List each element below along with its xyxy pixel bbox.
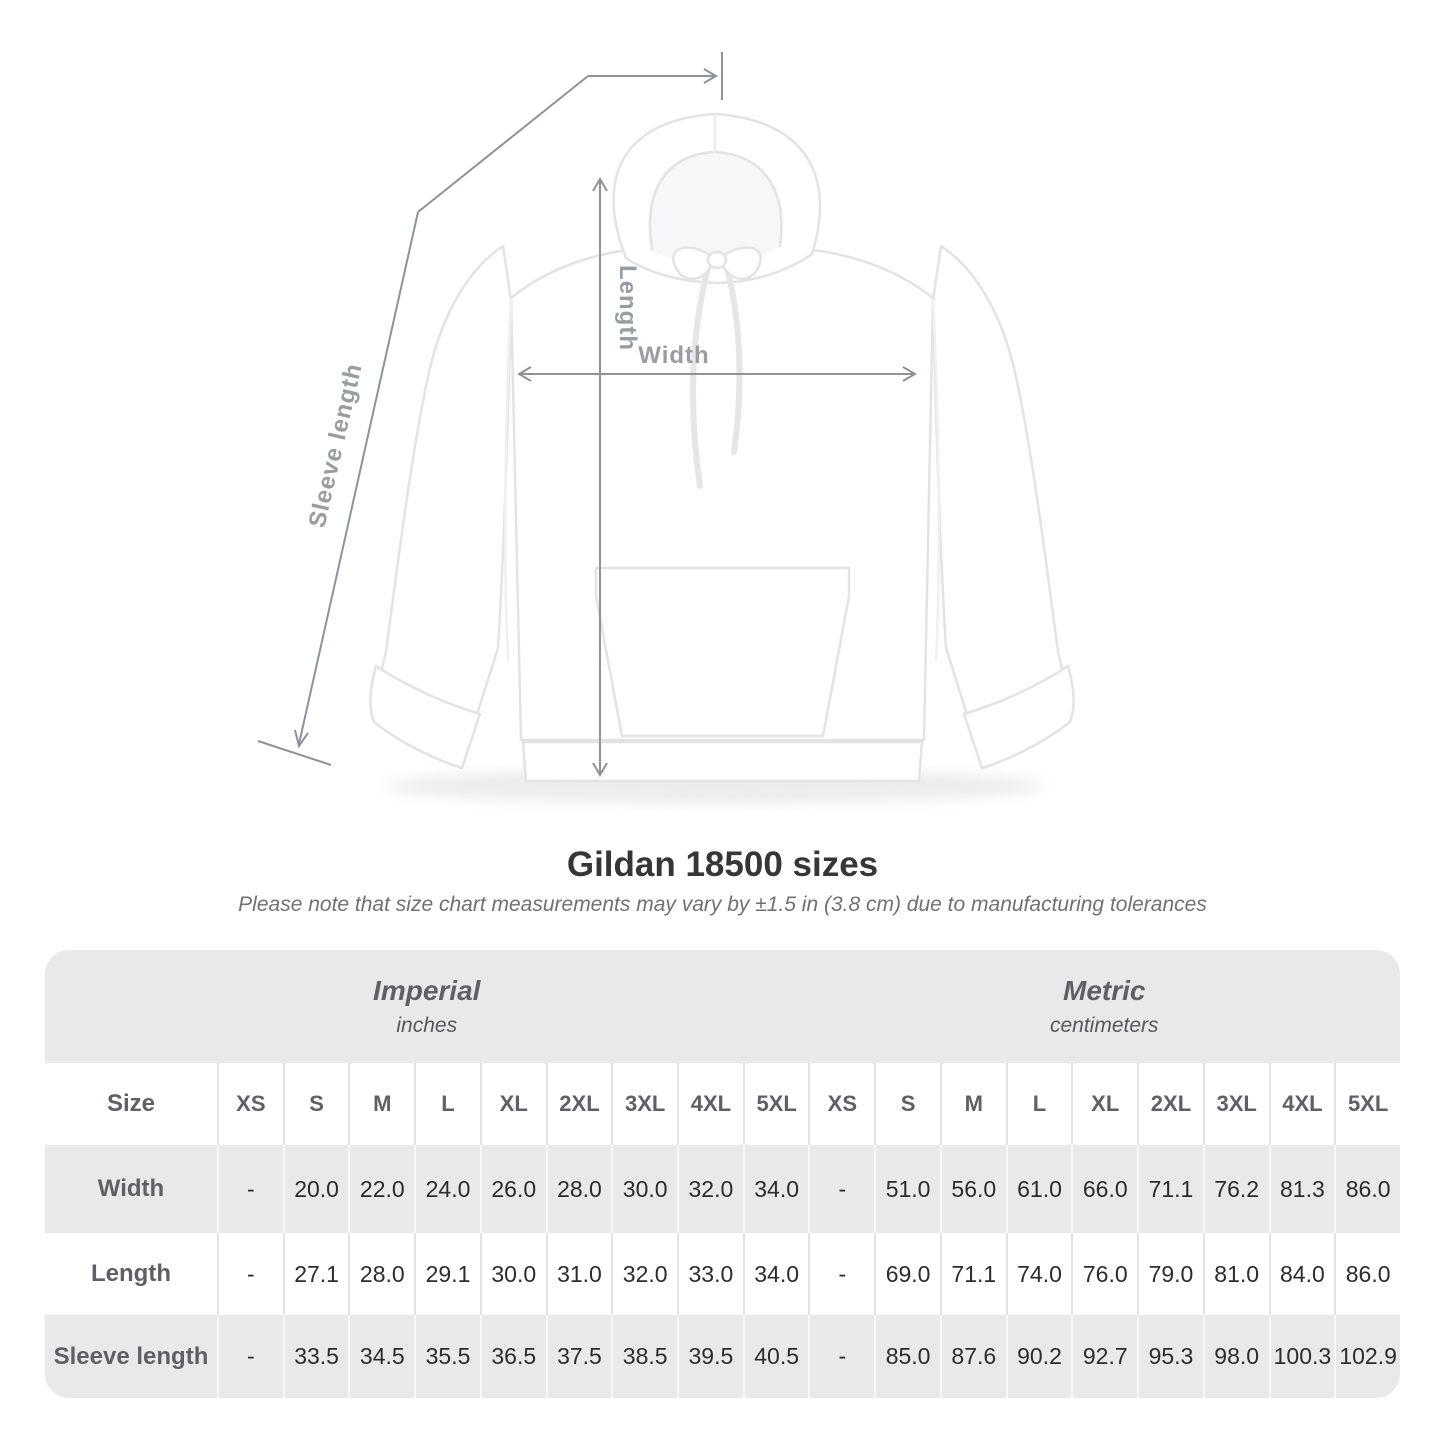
units-header-row: [45, 950, 1400, 1063]
measurement-value-cell: 79.0: [1137, 1233, 1203, 1315]
measurement-value-cell: 31.0: [546, 1233, 612, 1315]
measurement-value-cell: 85.0: [874, 1315, 940, 1398]
length-label: Length: [614, 265, 641, 351]
measurement-value-cell: 34.5: [348, 1315, 414, 1398]
measurement-value-cell: 40.5: [743, 1315, 809, 1398]
width-label: Width: [638, 342, 710, 369]
measurement-value-cell: -: [808, 1145, 874, 1233]
size-header-row: [45, 1063, 1400, 1145]
size-header-cell: 3XL: [1203, 1063, 1269, 1145]
measurement-value-cell: 98.0: [1203, 1315, 1269, 1398]
measurement-row-label: Sleeve length: [53, 1342, 209, 1370]
measurement-value-cell: 87.6: [940, 1315, 1006, 1398]
page-title: Gildan 18500 sizes: [566, 845, 879, 884]
measurement-row-label: Length: [91, 1260, 171, 1287]
measurement-value-cell: 30.0: [611, 1145, 677, 1233]
hoodie-illustration: [370, 114, 1073, 781]
measurement-value-cell: 30.0: [480, 1233, 546, 1315]
measurement-value-cell: 102.9: [1334, 1315, 1400, 1398]
measurement-value-cell: 90.2: [1006, 1315, 1072, 1398]
measurement-value-cell: 76.0: [1071, 1233, 1137, 1315]
chart-heading: [0, 846, 1445, 917]
measurement-value-cell: 26.0: [480, 1145, 546, 1233]
measurement-value-cell: 37.5: [546, 1315, 612, 1398]
measurement-value-cell: 39.5: [677, 1315, 743, 1398]
measurement-value-cell: 86.0: [1334, 1145, 1400, 1233]
measurement-value-cell: -: [217, 1145, 283, 1233]
tolerance-note: Please note that size chart measurements may vary by ±1.5 in (3.8 cm) due to manufacturing tolerances: [238, 893, 1207, 916]
measurement-value-cell: -: [217, 1233, 283, 1315]
measurement-value-cell: 100.3: [1269, 1315, 1335, 1398]
measurement-value-cell: 33.0: [677, 1233, 743, 1315]
size-header-cell: 4XL: [1269, 1063, 1335, 1145]
measurement-value-cell: 35.5: [414, 1315, 480, 1398]
measurement-value-cell: 27.1: [283, 1233, 349, 1315]
sleeve-length-row: [45, 1315, 1400, 1398]
size-header-cell: S: [874, 1063, 940, 1145]
measurement-value-cell: 66.0: [1071, 1145, 1137, 1233]
size-header-cell: 5XL: [743, 1063, 809, 1145]
measurement-value-cell: -: [217, 1315, 283, 1398]
size-header-cell: 2XL: [546, 1063, 612, 1145]
measurement-value-cell: 84.0: [1269, 1233, 1335, 1315]
measurement-value-cell: 34.0: [743, 1145, 809, 1233]
size-header-cell: S: [283, 1063, 349, 1145]
size-header-cell: L: [414, 1063, 480, 1145]
size-header-cell: XS: [217, 1063, 283, 1145]
measurement-value-cell: -: [808, 1233, 874, 1315]
measurement-value-cell: 28.0: [546, 1145, 612, 1233]
size-header-cell: M: [940, 1063, 1006, 1145]
measurement-value-cell: 51.0: [874, 1145, 940, 1233]
measurement-value-cell: 86.0: [1334, 1233, 1400, 1315]
sleeve-length-label: Sleeve length: [303, 360, 368, 531]
size-header-cell: XS: [808, 1063, 874, 1145]
measurement-value-cell: -: [808, 1315, 874, 1398]
size-header-cell: XL: [480, 1063, 546, 1145]
measurement-value-cell: 34.0: [743, 1233, 809, 1315]
measurement-value-cell: 71.1: [1137, 1145, 1203, 1233]
size-col-header: Size: [106, 1090, 156, 1117]
left-sleeve: [380, 246, 511, 724]
measurement-value-cell: 76.2: [1203, 1145, 1269, 1233]
measurement-row-label: Width: [97, 1175, 165, 1202]
size-header-cell: M: [348, 1063, 414, 1145]
size-header-cell: 2XL: [1137, 1063, 1203, 1145]
measurement-value-cell: 28.0: [348, 1233, 414, 1315]
size-header-cell: 5XL: [1334, 1063, 1400, 1145]
length-row: [45, 1233, 1400, 1315]
measurement-value-cell: 38.5: [611, 1315, 677, 1398]
bow-knot: [708, 252, 726, 268]
measurement-value-cell: 81.3: [1269, 1145, 1335, 1233]
metric-unit: centimeters: [1049, 1014, 1159, 1037]
imperial-unit: inches: [396, 1014, 458, 1037]
measurement-value-cell: 69.0: [874, 1233, 940, 1315]
imperial-title: Imperial: [373, 975, 481, 1006]
measurement-value-cell: 92.7: [1071, 1315, 1137, 1398]
bow-loop-left: [673, 247, 712, 278]
measurement-value-cell: 71.1: [940, 1233, 1006, 1315]
bow-loop-right: [722, 247, 761, 278]
measurement-value-cell: 36.5: [480, 1315, 546, 1398]
size-header-cell: L: [1006, 1063, 1072, 1145]
measurement-value-cell: 61.0: [1006, 1145, 1072, 1233]
measurement-value-cell: 32.0: [611, 1233, 677, 1315]
right-sleeve: [933, 246, 1064, 724]
width-row: [45, 1145, 1400, 1233]
measurement-value-cell: 74.0: [1006, 1233, 1072, 1315]
metric-title: Metric: [1063, 975, 1146, 1006]
measurement-value-cell: 81.0: [1203, 1233, 1269, 1315]
size-header-cell: XL: [1071, 1063, 1137, 1145]
size-header-cell: 4XL: [677, 1063, 743, 1145]
measurement-value-cell: 56.0: [940, 1145, 1006, 1233]
measurement-value-cell: 32.0: [677, 1145, 743, 1233]
imperial-section-header: [45, 950, 809, 1063]
size-table: [45, 950, 1400, 1398]
metric-section-header: [809, 950, 1401, 1063]
kangaroo-pocket: [596, 568, 849, 736]
measurement-value-cell: 29.1: [414, 1233, 480, 1315]
measurement-value-cell: 95.3: [1137, 1315, 1203, 1398]
hem-band: [523, 742, 922, 781]
size-header-cell: 3XL: [611, 1063, 677, 1145]
measurement-value-cell: 20.0: [283, 1145, 349, 1233]
measurement-value-cell: 33.5: [283, 1315, 349, 1398]
measurement-value-cell: 24.0: [414, 1145, 480, 1233]
measurement-value-cell: 22.0: [348, 1145, 414, 1233]
